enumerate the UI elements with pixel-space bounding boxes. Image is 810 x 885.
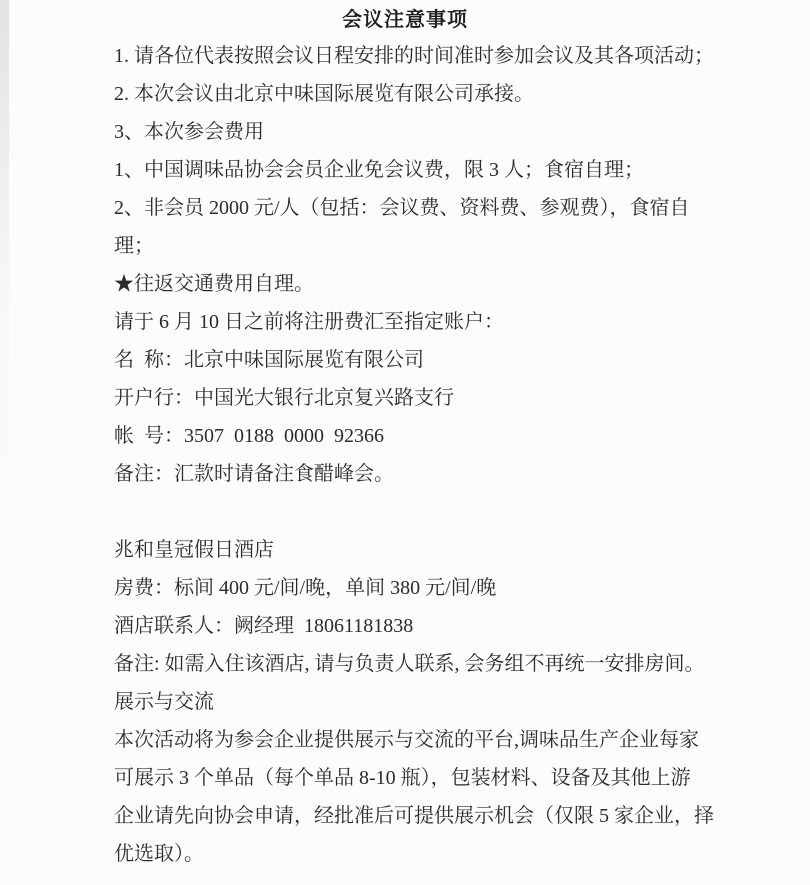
notice-item-2: 2. 本次会议由北京中味国际展览有限公司承接。: [114, 83, 534, 105]
bank-branch-line: 开户行：中国光大银行北京复兴路支行: [114, 387, 454, 409]
page-title: 会议注意事项: [342, 9, 468, 31]
document-body: [0, 37, 810, 873]
fee-nonmember-line-wrap: 理；: [114, 235, 154, 257]
notice-item-3-fees-heading: 3、本次参会费用: [114, 121, 264, 143]
payment-deadline-line: 请于 6 月 10 日之前将注册费汇至指定账户：: [114, 311, 504, 333]
room-rate-line: 房费：标间 400 元/间/晚，单间 380 元/间/晚: [114, 577, 497, 599]
blank-line: [114, 493, 720, 531]
exhibition-desc-line-4: 优选取）。: [114, 843, 204, 865]
hotel-name-line: 兆和皇冠假日酒店: [114, 539, 274, 561]
exhibition-heading: 展示与交流: [114, 691, 214, 713]
account-number-line: 帐 号：3507 0188 0000 92366: [114, 425, 384, 447]
notice-item-1: 1. 请各位代表按照会议日程安排的时间准时参加会议及其各项活动；: [114, 45, 714, 67]
exhibition-desc-line-3: 企业请先向协会申请，经批准后可提供展示机会（仅限 5 家企业，择: [114, 805, 714, 827]
fee-nonmember-line: 2、非会员 2000 元/人（包括：会议费、资料费、参观费），食宿自: [114, 197, 690, 219]
hotel-note-line: 备注: 如需入住该酒店, 请与负责人联系, 会务组不再统一安排房间。: [114, 653, 705, 675]
exhibition-desc-line-1: 本次活动将为参会企业提供展示与交流的平台,调味品生产企业每家: [114, 729, 699, 751]
exhibition-desc-line-2: 可展示 3 个单品（每个单品 8-10 瓶），包装材料、设备及其他上游: [114, 767, 691, 789]
account-name-line: 名 称：北京中味国际展览有限公司: [114, 349, 424, 371]
fee-member-line: 1、中国调味品协会会员企业免会议费，限 3 人；食宿自理；: [114, 159, 644, 181]
transport-note-line: ★往返交通费用自理。: [114, 273, 314, 295]
hotel-contact-line: 酒店联系人：阙经理 18061181838: [114, 615, 414, 637]
remittance-note-line: 备注：汇款时请备注食醋峰会。: [114, 463, 394, 485]
